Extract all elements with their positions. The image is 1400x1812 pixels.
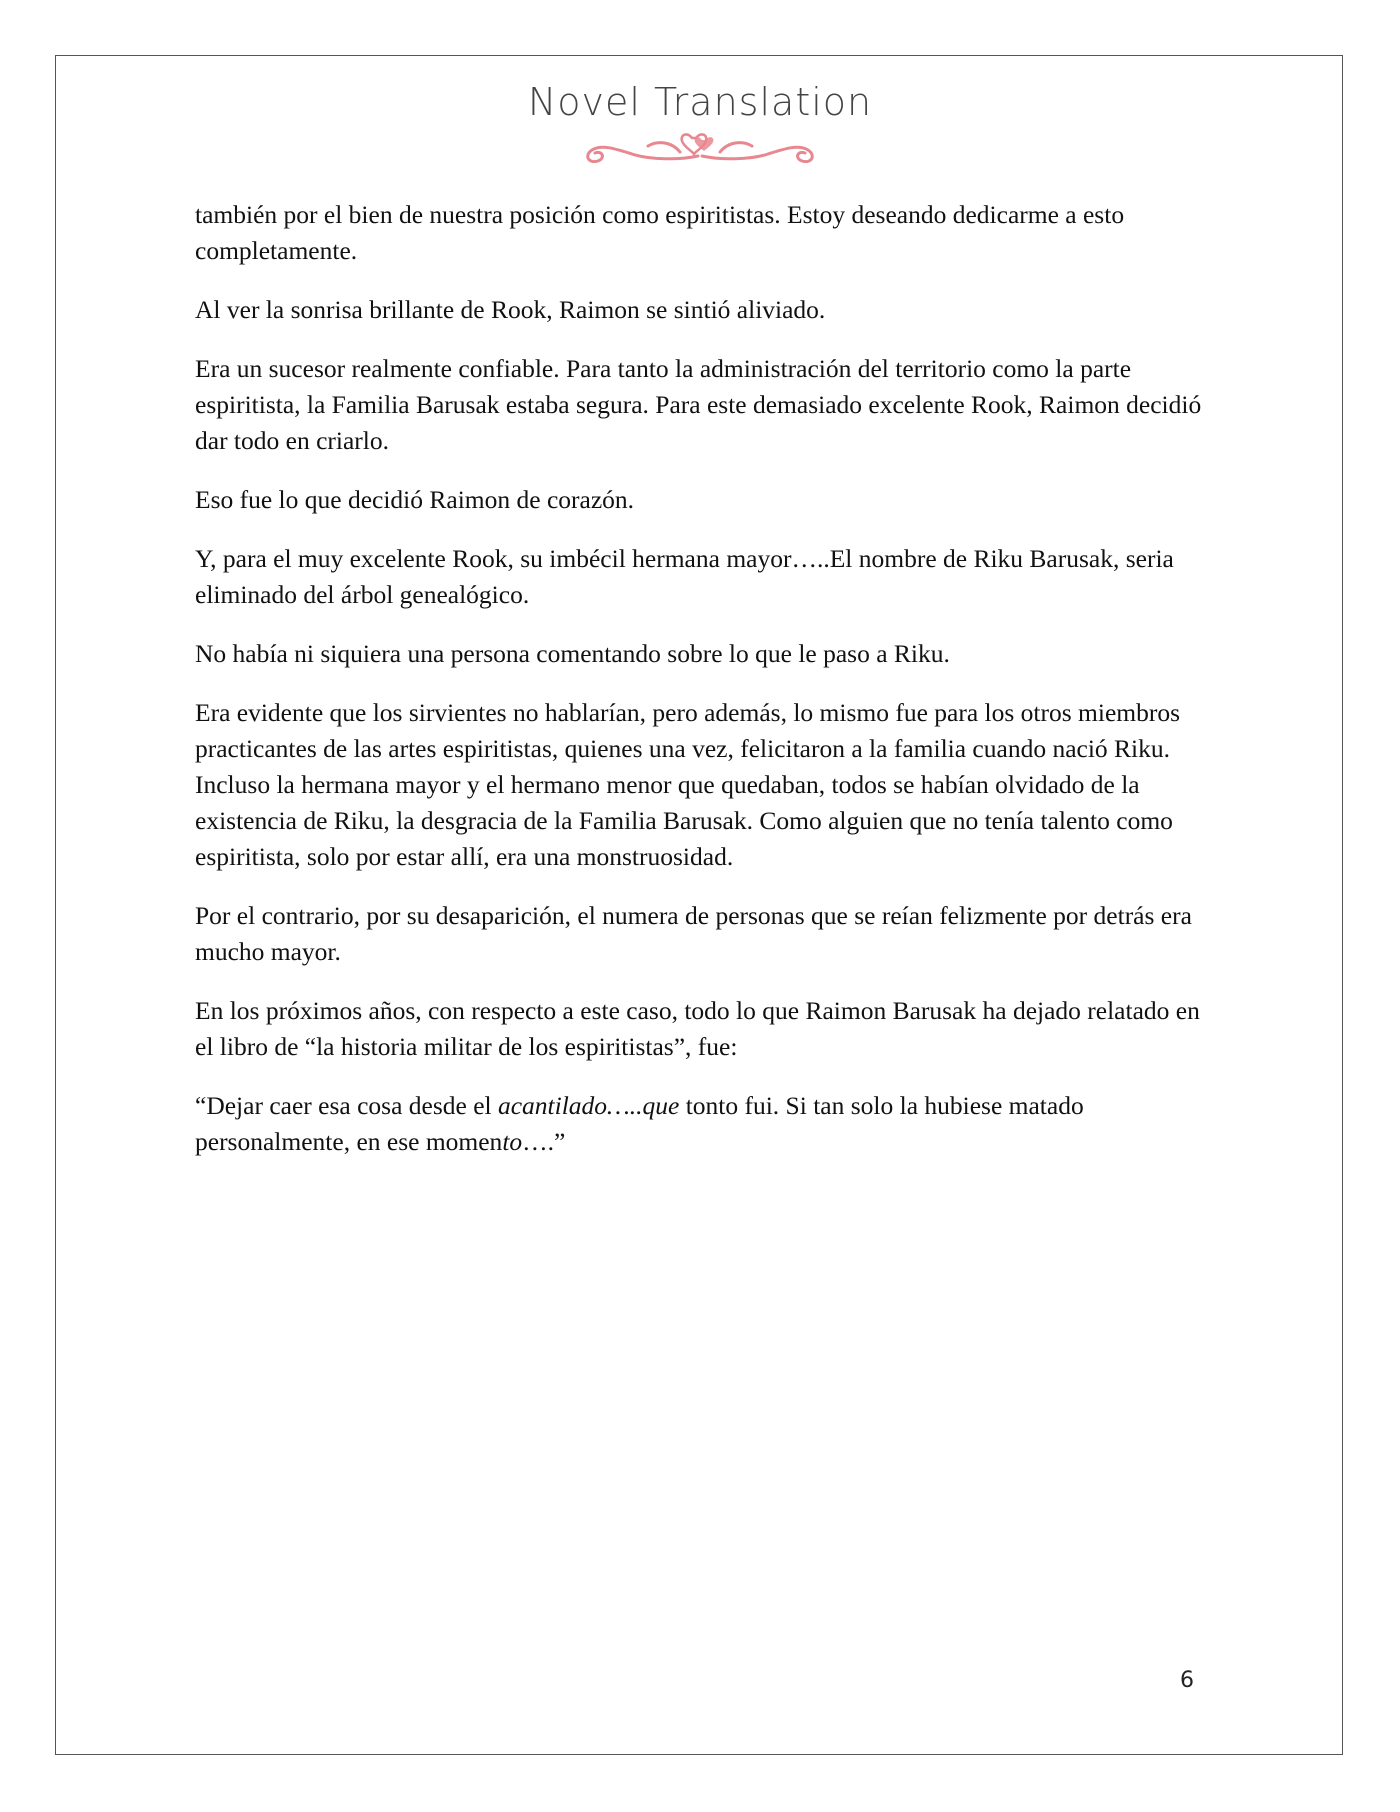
closing-quote [195, 1088, 1205, 1160]
header-title: Novel Translation [527, 80, 873, 124]
quote-italic-text: to [502, 1127, 523, 1156]
paragraph: En los próximos años, con respecto a este caso, todo lo que Raimon Barusak ha dejado relatado en el libro de “la historia militar de los espiritistas”, fue: [195, 996, 1200, 1061]
quote-text: “Dejar caer esa cosa desde el [195, 1091, 498, 1120]
paragraph: No había ni siquiera una persona comentando sobre lo que le paso a Riku. [195, 639, 950, 668]
quote-text: tonto fui. Si tan solo la hubiese matado personalmente, en ese momen [195, 1091, 1084, 1156]
paragraph: Era evidente que los sirvientes no hablarían, pero además, lo mismo fue para los otros miembros practicantes de las artes espiritistas, quienes una vez, felicitaron a la familia cuando nació Riku. Incluso la hermana mayor y el hermano menor que quedaban, todos se habían olvidado de la existencia de Riku, la desgracia de la Familia Barusak. Como alguien que no tenía talento como espiritista, solo por estar allí, era una monstruosidad. [195, 698, 1181, 871]
header [0, 78, 1400, 166]
paragraph: Y, para el muy excelente Rook, su imbécil hermana mayor…..El nombre de Riku Barusak, seria eliminado del árbol genealógico. [195, 544, 1174, 609]
paragraph: Eso fue lo que decidió Raimon de corazón. [195, 485, 635, 514]
paragraph: Por el contrario, por su desaparición, el numera de personas que se reían felizmente por detrás era mucho mayor. [195, 901, 1192, 966]
paragraph: Era un sucesor realmente confiable. Para tanto la administración del territorio como la parte espiritista, la Familia Barusak estaba segura. Para este demasiado excelente Rook, Raimon decidió dar todo en criarlo. [195, 354, 1202, 455]
quote-text: ….” [522, 1127, 566, 1156]
document-body [195, 197, 1205, 1183]
quote-italic-text: acantilado…..que [497, 1091, 680, 1120]
page-number: 6 [1180, 1668, 1194, 1693]
paragraph: Al ver la sonrisa brillante de Rook, Raimon se sintió aliviado. [195, 295, 826, 324]
paragraph: también por el bien de nuestra posición como espiritistas. Estoy deseando dedicarme a esto completamente. [195, 200, 1125, 265]
heart-swirl-ornament-icon [580, 126, 820, 166]
